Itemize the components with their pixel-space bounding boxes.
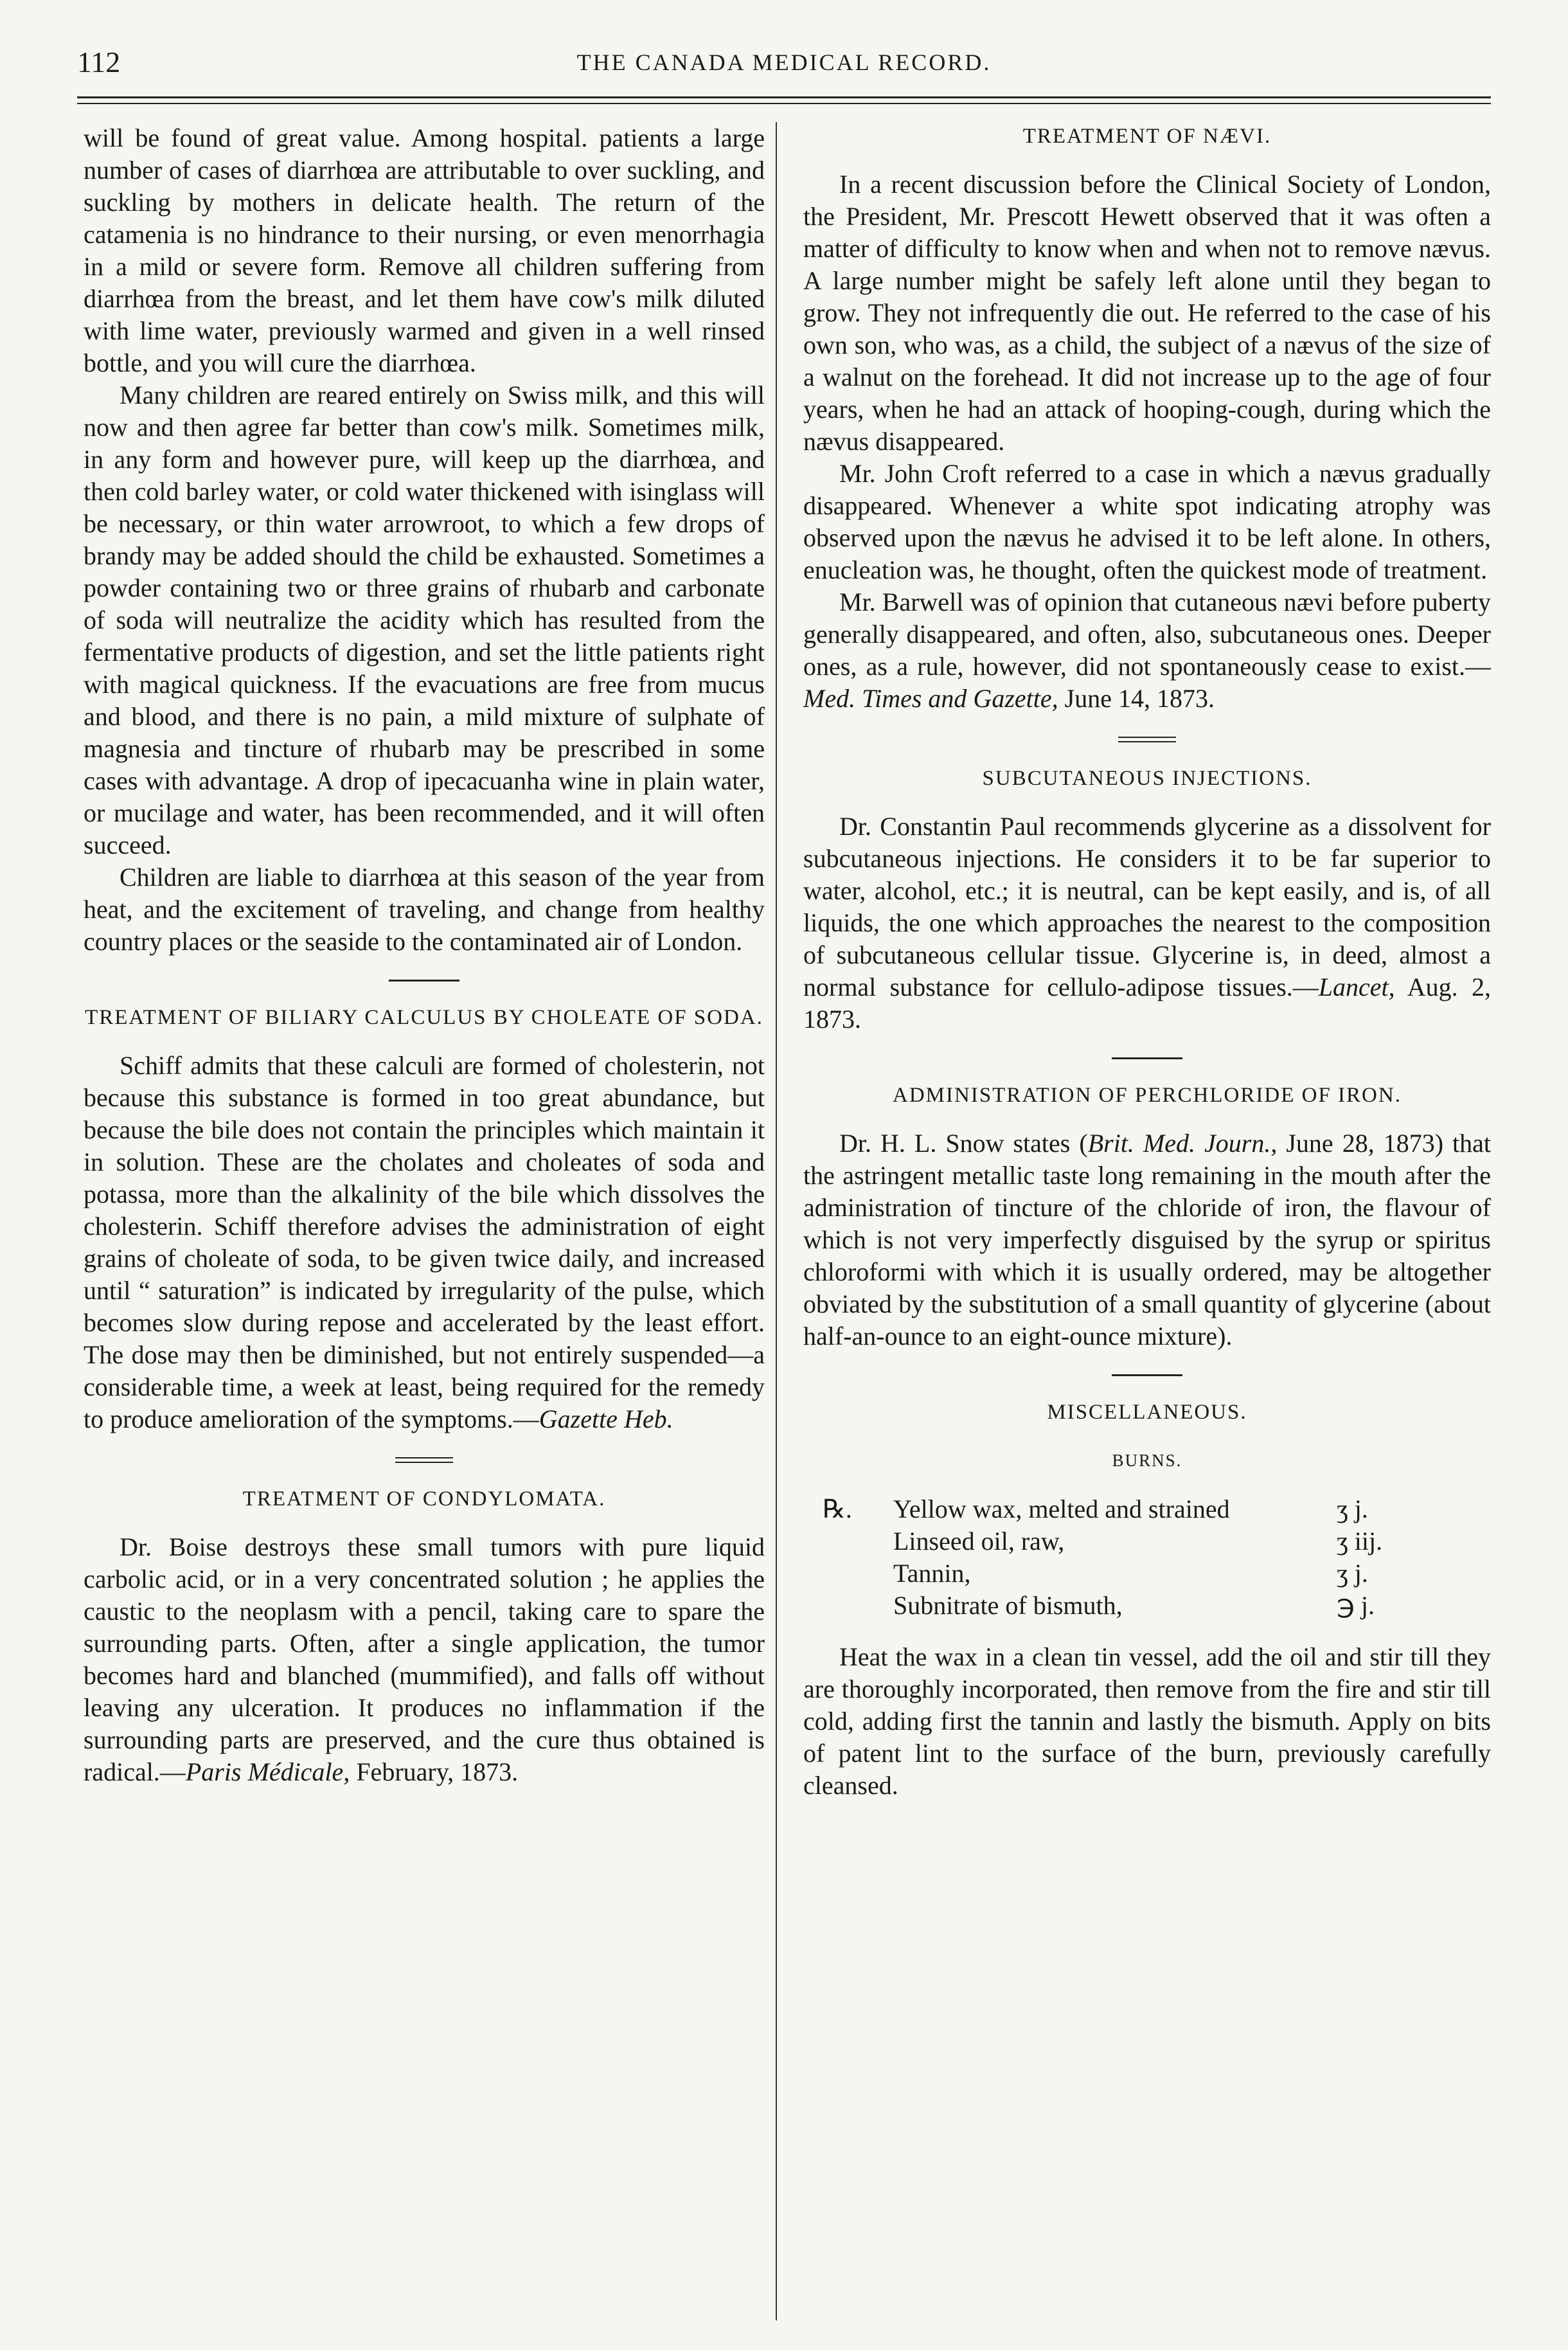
paragraph-text: Dr. Boise destroys these small tumors with pure liquid carbolic acid, or in a very concentrated solution ; he applies the caustic to the neoplasm with a pencil, taking care to spare the surrounding parts. Often, after a single application, the tumor becomes hard and blanched (mummified), and falls off without leaving any ulceration. It produces no inflammation if the surrounding parts are preserved, and the cure thus obtained is radical.— (84, 1532, 765, 1786)
paragraph-text: Schiff admits that these calculi are formed of cholesterin, not because this substance is formed in too great abundance, but because the bile does not contain the principles which maintain it in solution. These are the cholates and choleates of soda and potassa, more than the alkalinity of the bile which dissolves the cholesterin. Schiff therefore advises the administration of eight grains of choleate of soda, to be given twice daily, and increased until “ saturation” is indicated by irregularity of the pulse, which becomes slow during repose and accelerated by the least effort. The dose may then be diminished, but not entirely suspended—a considerable time, a week at least, being required for the remedy to produce amelioration of the symptoms.— (84, 1051, 765, 1433)
paragraph-text: Mr. Barwell was of opinion that cutaneous nævi before puberty generally disappeared, and often, also, subcutaneous ones. Deeper ones, as a rule, however, did not spontaneously cease to exist.— (803, 588, 1491, 681)
section-divider (395, 1457, 453, 1463)
prescription (823, 1493, 1491, 1622)
section-divider (1112, 1374, 1182, 1376)
ingredient: Linseed oil, raw, (893, 1527, 1065, 1556)
ingredient: Yellow wax, melted and strained (893, 1494, 1230, 1523)
right-column (803, 122, 1491, 1802)
section-divider (389, 980, 459, 982)
ingredient: Tannin, (893, 1559, 971, 1588)
citation-date: February, 1873. (350, 1757, 519, 1786)
quantity: ʒ iij. (1337, 1527, 1383, 1556)
citation: Med. Times and Gazette, (803, 684, 1058, 713)
citation: Gazette Heb. (539, 1404, 673, 1433)
header-rule-thin (77, 103, 1491, 104)
paragraph (84, 1531, 765, 1788)
prescription-row (823, 1525, 1491, 1557)
column-divider (776, 122, 777, 2320)
paragraph (803, 586, 1491, 715)
header-rule (77, 96, 1491, 98)
recipe-symbol: ℞. (823, 1494, 852, 1523)
paragraph (84, 1050, 765, 1435)
prescription-row (823, 1493, 1491, 1525)
prescription-row (823, 1557, 1491, 1590)
citation: Lancet, (1318, 973, 1395, 1001)
section-heading: SUBCUTANEOUS INJECTIONS. (982, 767, 1312, 790)
section-heading: TREATMENT OF CONDYLOMATA. (242, 1487, 606, 1511)
running-title: THE CANADA MEDICAL RECORD. (576, 49, 992, 75)
section-heading: TREATMENT OF BILIARY CALCULUS BY CHOLEATE OF SODA. (85, 1006, 763, 1029)
paragraph (803, 1127, 1491, 1352)
quantity: ʒ j. (1337, 1494, 1368, 1523)
ingredient: Subnitrate of bismuth, (893, 1591, 1123, 1620)
paragraph: Heat the wax in a clean tin vessel, add the oil and stir till they are thoroughly incorporated, then remove from the fire and stir till cold, adding first the tannin and lastly the bismuth. Apply on bits of patent lint to the surface of the burn, previously carefully cleansed. (803, 1642, 1491, 1800)
paragraph: In a recent discussion before the Clinical Society of London, the President, Mr. Prescott Hewett observed that it was often a matter of difficulty to know when and when not to remove nævus. A large number might be safely left alone until they began to grow. They not infrequently die out. He referred to the case of his own son, who was, as a child, the subject of a nævus of the size of a walnut on the forehead. It did not increase up to the age of four years, when he had an attack of hooping-cough, during which the nævus disappeared. (803, 170, 1491, 456)
paragraph: Children are liable to diarrhœa at this season of the year from heat, and the excitement of traveling, and change from healthy country places or the seaside to the contaminated air of London. (84, 863, 765, 956)
page-number: 112 (77, 46, 121, 78)
section-heading: TREATMENT OF NÆVI. (1022, 125, 1272, 148)
citation-date: Aug. 2, 1873. (803, 973, 1492, 1034)
left-column (84, 122, 765, 1788)
paragraph-text: Dr. Constantin Paul recommends glycerine as a dissolvent for subcutaneous injections. He considers it to be far superior to water, alcohol, etc.; it is neutral, can be kept easily, and is, of all liquids, the one which approaches the nearest to the composition of subcutaneous cellular tissue. Glycerine is, in deed, almost a normal substance for cellulo-adipose tissues.— (803, 812, 1491, 1001)
section-heading: ADMINISTRATION OF PERCHLORIDE OF IRON. (893, 1084, 1402, 1107)
quantity: ℈ j. (1337, 1591, 1375, 1620)
citation-date: June 14, 1873. (1058, 684, 1215, 713)
paragraph (803, 811, 1491, 1036)
page-header (77, 45, 1491, 96)
paragraph: Mr. John Croft referred to a case in which a nævus gradually disappeared. Whenever a white spot indicating atrophy was observed upon the nævus he advised it to be left alone. In others, enucleation was, he thought, often the quickest mode of treatment. (803, 459, 1491, 584)
paragraph: will be found of great value. Among hospital. patients a large number of cases of diarrhœa are attributable to over suckling, and suckling by mothers in delicate health. The return of the catamenia is no hindrance to their nursing, or even menorrhagia in a mild or severe form. Remove all children suffering from diarrhœa from the breast, and let them have cow's milk diluted with lime water, previously warmed and given in a well rinsed bottle, and you will cure the diarrhœa. (84, 123, 765, 377)
quantity: ʒ j. (1337, 1559, 1368, 1588)
citation: Brit. Med. Journ., (1087, 1129, 1278, 1158)
paragraph-text: Dr. H. L. Snow states ( (839, 1129, 1088, 1158)
prescription-row (823, 1590, 1491, 1622)
paragraph-text: June 28, 1873) that the astringent metallic taste long remaining in the mouth after the administration of tincture of the chloride of iron, the flavour of which is not very imperfectly disguised by the syrup or spiritus chloroformi with which it is usually ordered, may be altogether obviated by the substitution of a small quantity of glycerine (about half-an-ounce to an eight-ounce mixture). (803, 1129, 1492, 1350)
paragraph: Many children are reared entirely on Swiss milk, and this will now and then agree far better than cow's milk. Sometimes milk, in any form and however pure, will keep up the diarrhœa, and then cold barley water, or cold water thickened with isinglass will be necessary, or thin water arrowroot, to which a few drops of brandy may be added should the child be exhausted. Sometimes a powder containing two or three grains of rhubarb and carbonate of soda will neutralize the acidity which has resulted from the fermentative products of digestion, and set the little patients right with magical quickness. If the evacuations are free from mucus and blood, and there is no pain, a mild mixture of sulphate of magnesia and tincture of rhubarb may be prescribed in some cases with advantage. A drop of ipecacuanha wine in plain water, or mucilage and water, has been recommended, and it will often succeed. (84, 381, 765, 859)
citation: Paris Médicale, (185, 1757, 350, 1786)
section-divider (1118, 737, 1176, 742)
section-divider (1112, 1057, 1182, 1059)
section-heading: MISCELLANEOUS. (1047, 1401, 1247, 1424)
subsection-heading: BURNS. (1112, 1451, 1182, 1470)
